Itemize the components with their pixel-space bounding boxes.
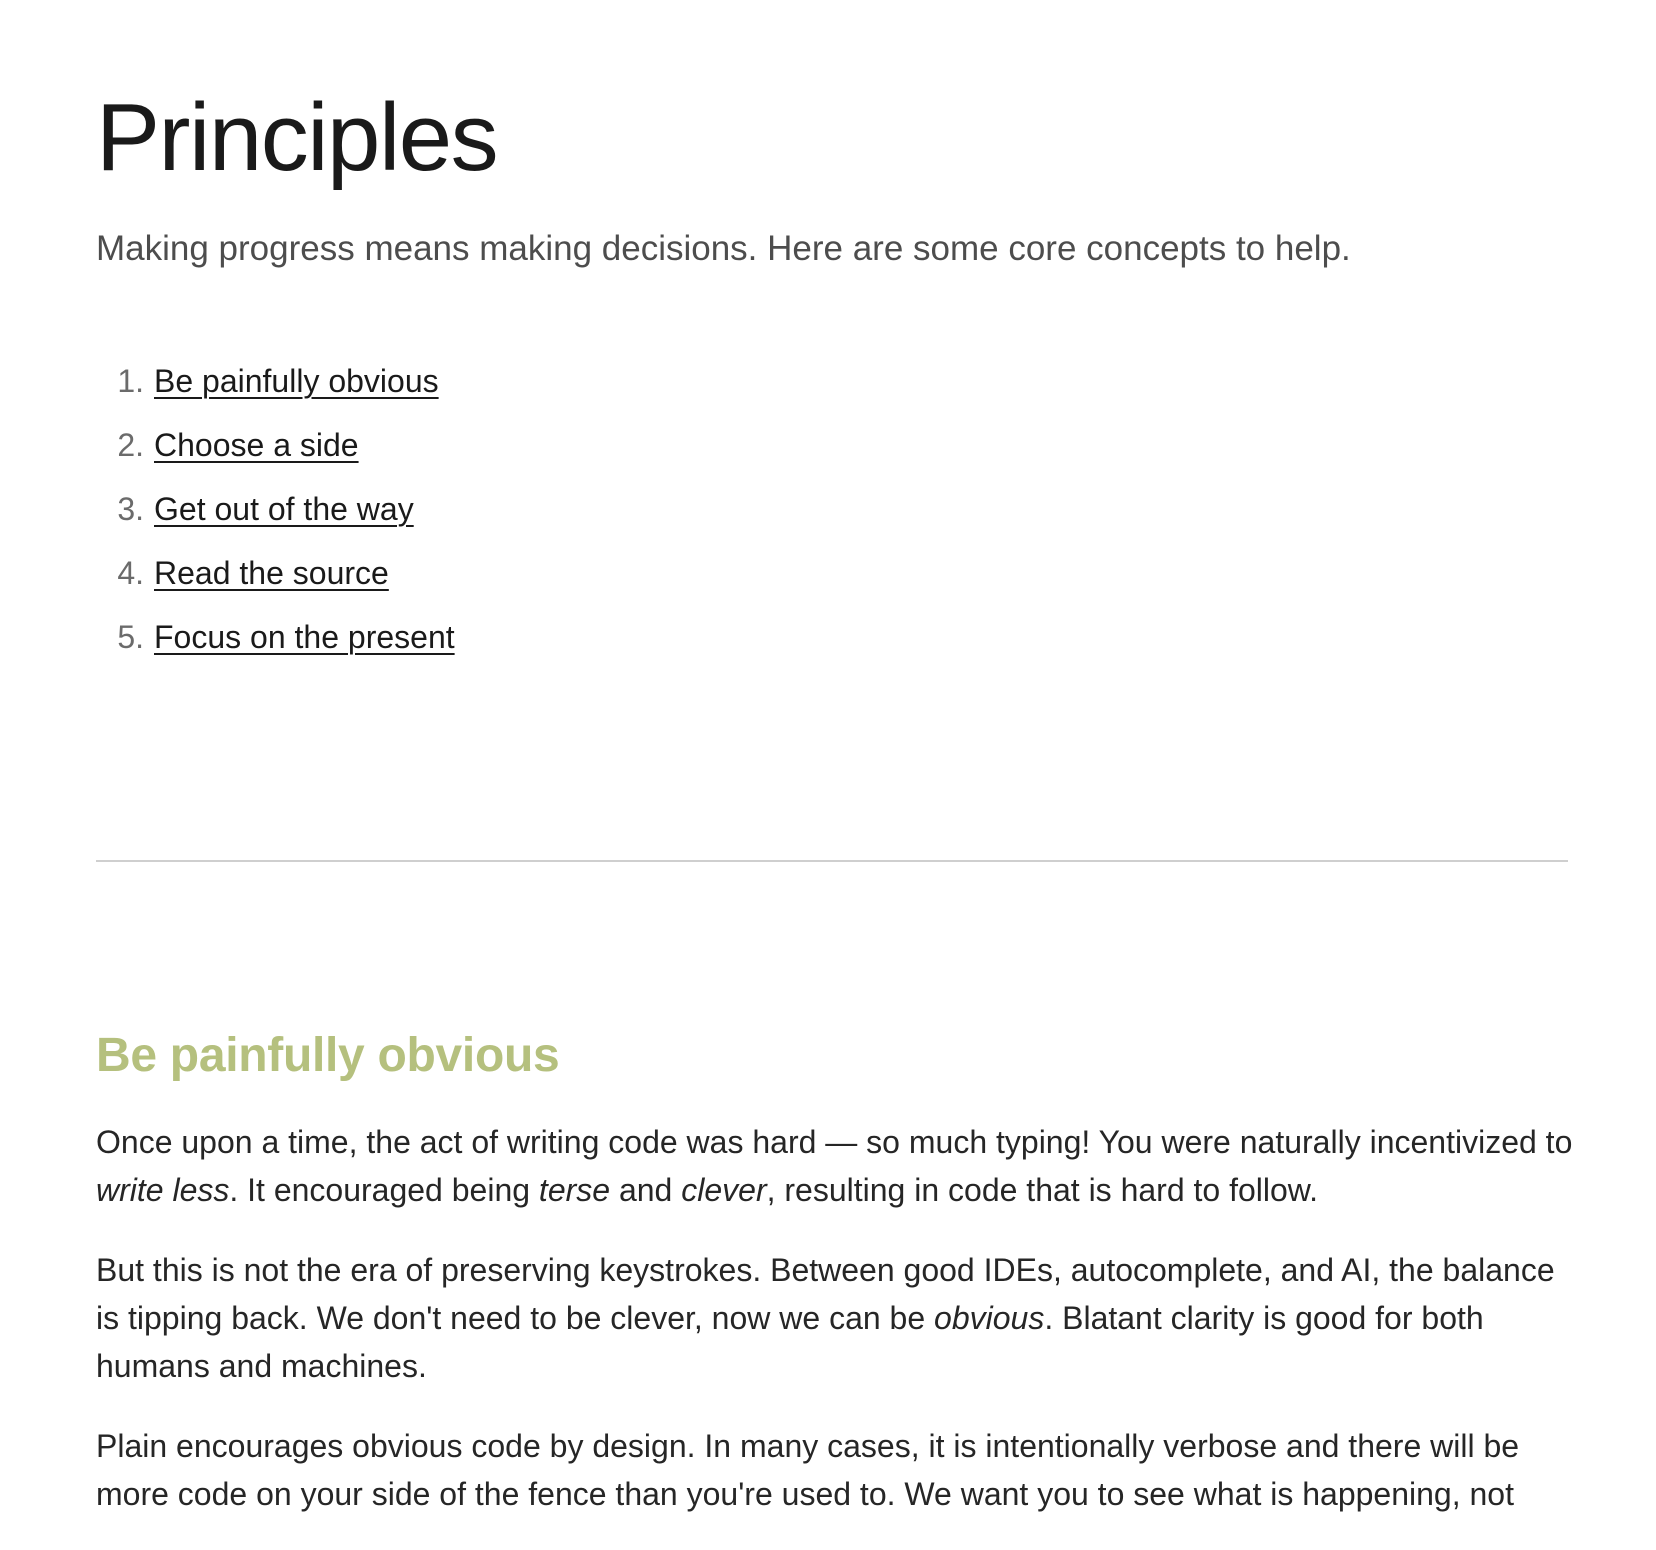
page-title: Principles	[96, 84, 498, 191]
toc-item	[96, 548, 455, 612]
toc-item-number: 1.	[117, 363, 144, 399]
toc-link-choose-a-side[interactable]: Choose a side	[154, 427, 359, 463]
section-heading-be-painfully-obvious: Be painfully obvious	[96, 1029, 560, 1082]
toc-link-read-the-source[interactable]: Read the source	[154, 555, 389, 591]
toc-item	[96, 484, 455, 548]
paragraph-text: Plain encourages obvious code by design. In many cases, it is intentionally verbose and there will be more code on your side of the fence than you're used to. We want you to see what is happening, not	[96, 1428, 1520, 1512]
toc-item	[96, 356, 455, 420]
toc-item-number: 5.	[117, 619, 144, 655]
section-divider	[96, 860, 1568, 862]
paragraph-text: Once upon a time, the act of writing code was hard — so much typing! You were naturally incentivized to	[96, 1124, 1573, 1160]
toc-link-get-out-of-the-way[interactable]: Get out of the way	[154, 491, 414, 527]
table-of-contents	[96, 356, 455, 676]
paragraph-text: But this is not the era of preserving keystrokes. Between good IDEs, autocomplete, and AI, the balance is tipping back. We don't need to be clever, now we can be	[96, 1252, 1555, 1336]
emphasis-terse: terse	[538, 1172, 611, 1208]
toc-item-number: 4.	[117, 555, 144, 591]
paragraph-text: . It encouraged being	[229, 1172, 539, 1208]
paragraph-text: , resulting in code that is hard to follow.	[766, 1172, 1319, 1208]
toc-item	[96, 420, 455, 484]
paragraph-1	[96, 1118, 1574, 1214]
emphasis-clever: clever	[681, 1172, 767, 1208]
toc-item	[96, 612, 455, 676]
toc-item-number: 3.	[117, 491, 144, 527]
paragraph-2	[96, 1246, 1574, 1390]
paragraph-3	[96, 1422, 1574, 1518]
paragraph-text: . Blatant clarity is good for both humans and machines.	[96, 1300, 1484, 1384]
section-body	[96, 1118, 1574, 1550]
emphasis-obvious: obvious	[934, 1300, 1045, 1336]
toc-item-number: 2.	[117, 427, 144, 463]
toc-link-be-painfully-obvious[interactable]: Be painfully obvious	[154, 363, 439, 399]
toc-link-focus-on-the-present[interactable]: Focus on the present	[154, 619, 455, 655]
emphasis-write-less: write less	[96, 1172, 230, 1208]
page-subtitle: Making progress means making decisions. Here are some core concepts to help.	[96, 229, 1351, 268]
paragraph-text: and	[610, 1172, 682, 1208]
